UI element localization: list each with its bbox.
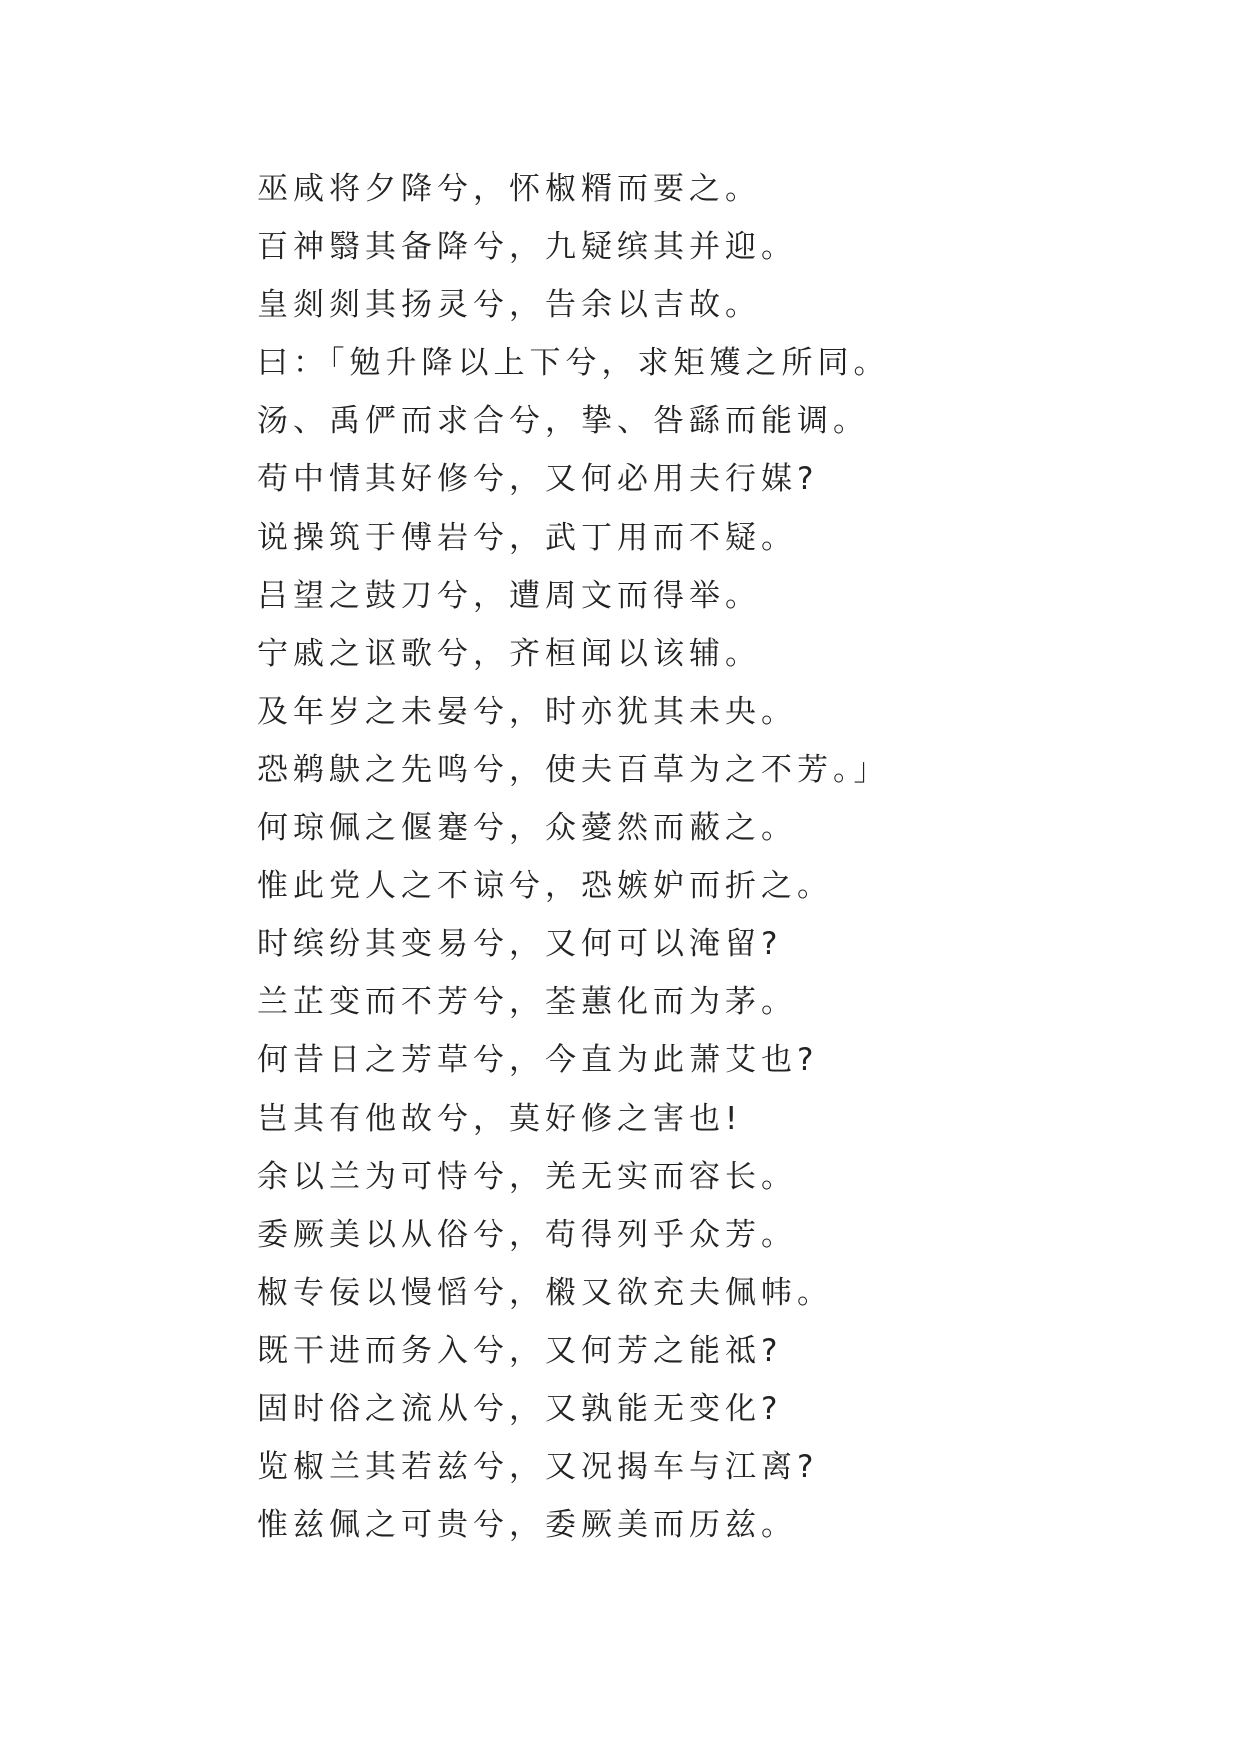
poem-line: 椒专佞以慢慆兮，樧又欲充夫佩帏。 <box>257 1274 833 1311</box>
poem-line: 恐鹈鴃之先鸣兮，使夫百草为之不芳。」 <box>257 751 890 788</box>
poem-line: 岂其有他故兮，莫好修之害也! <box>257 1100 743 1137</box>
poem-line: 惟兹佩之可贵兮，委厥美而历兹。 <box>257 1507 797 1544</box>
poem-line: 兰芷变而不芳兮，荃蕙化而为茅。 <box>257 984 797 1021</box>
poem-line: 曰：「勉升降以上下兮，求矩矱之所同。 <box>257 345 890 382</box>
poem-line: 何昔日之芳草兮，今直为此萧艾也? <box>257 1042 819 1079</box>
poem-line: 说操筑于傅岩兮，武丁用而不疑。 <box>257 519 797 556</box>
poem-line: 惟此党人之不谅兮，恐嫉妒而折之。 <box>257 868 833 905</box>
poem-line: 何琼佩之偃蹇兮，众薆然而蔽之。 <box>257 810 797 847</box>
poem-text <box>257 160 1157 1554</box>
poem-line: 览椒兰其若兹兮，又况揭车与江离? <box>257 1449 819 1486</box>
poem-line: 汤、禹俨而求合兮，挚、咎繇而能调。 <box>257 403 869 440</box>
poem-line: 及年岁之未晏兮，时亦犹其未央。 <box>257 693 797 730</box>
poem-line: 委厥美以从俗兮，苟得列乎众芳。 <box>257 1216 797 1253</box>
poem-line: 时缤纷其变易兮，又何可以淹留? <box>257 926 783 963</box>
poem-line: 苟中情其好修兮，又何必用夫行媒? <box>257 461 819 498</box>
poem-line: 宁戚之讴歌兮，齐桓闻以该辅。 <box>257 635 761 672</box>
poem-line: 皇剡剡其扬灵兮，告余以吉故。 <box>257 287 761 324</box>
poem-line: 余以兰为可恃兮，羌无实而容长。 <box>257 1158 797 1195</box>
poem-line: 固时俗之流从兮，又孰能无变化? <box>257 1390 783 1427</box>
poem-line: 吕望之鼓刀兮，遭周文而得举。 <box>257 577 761 614</box>
poem-line: 巫咸将夕降兮，怀椒糈而要之。 <box>257 171 761 207</box>
poem-line: 百神翳其备降兮，九疑缤其并迎。 <box>257 229 797 266</box>
poem-line: 既干进而务入兮，又何芳之能祗? <box>257 1332 783 1369</box>
